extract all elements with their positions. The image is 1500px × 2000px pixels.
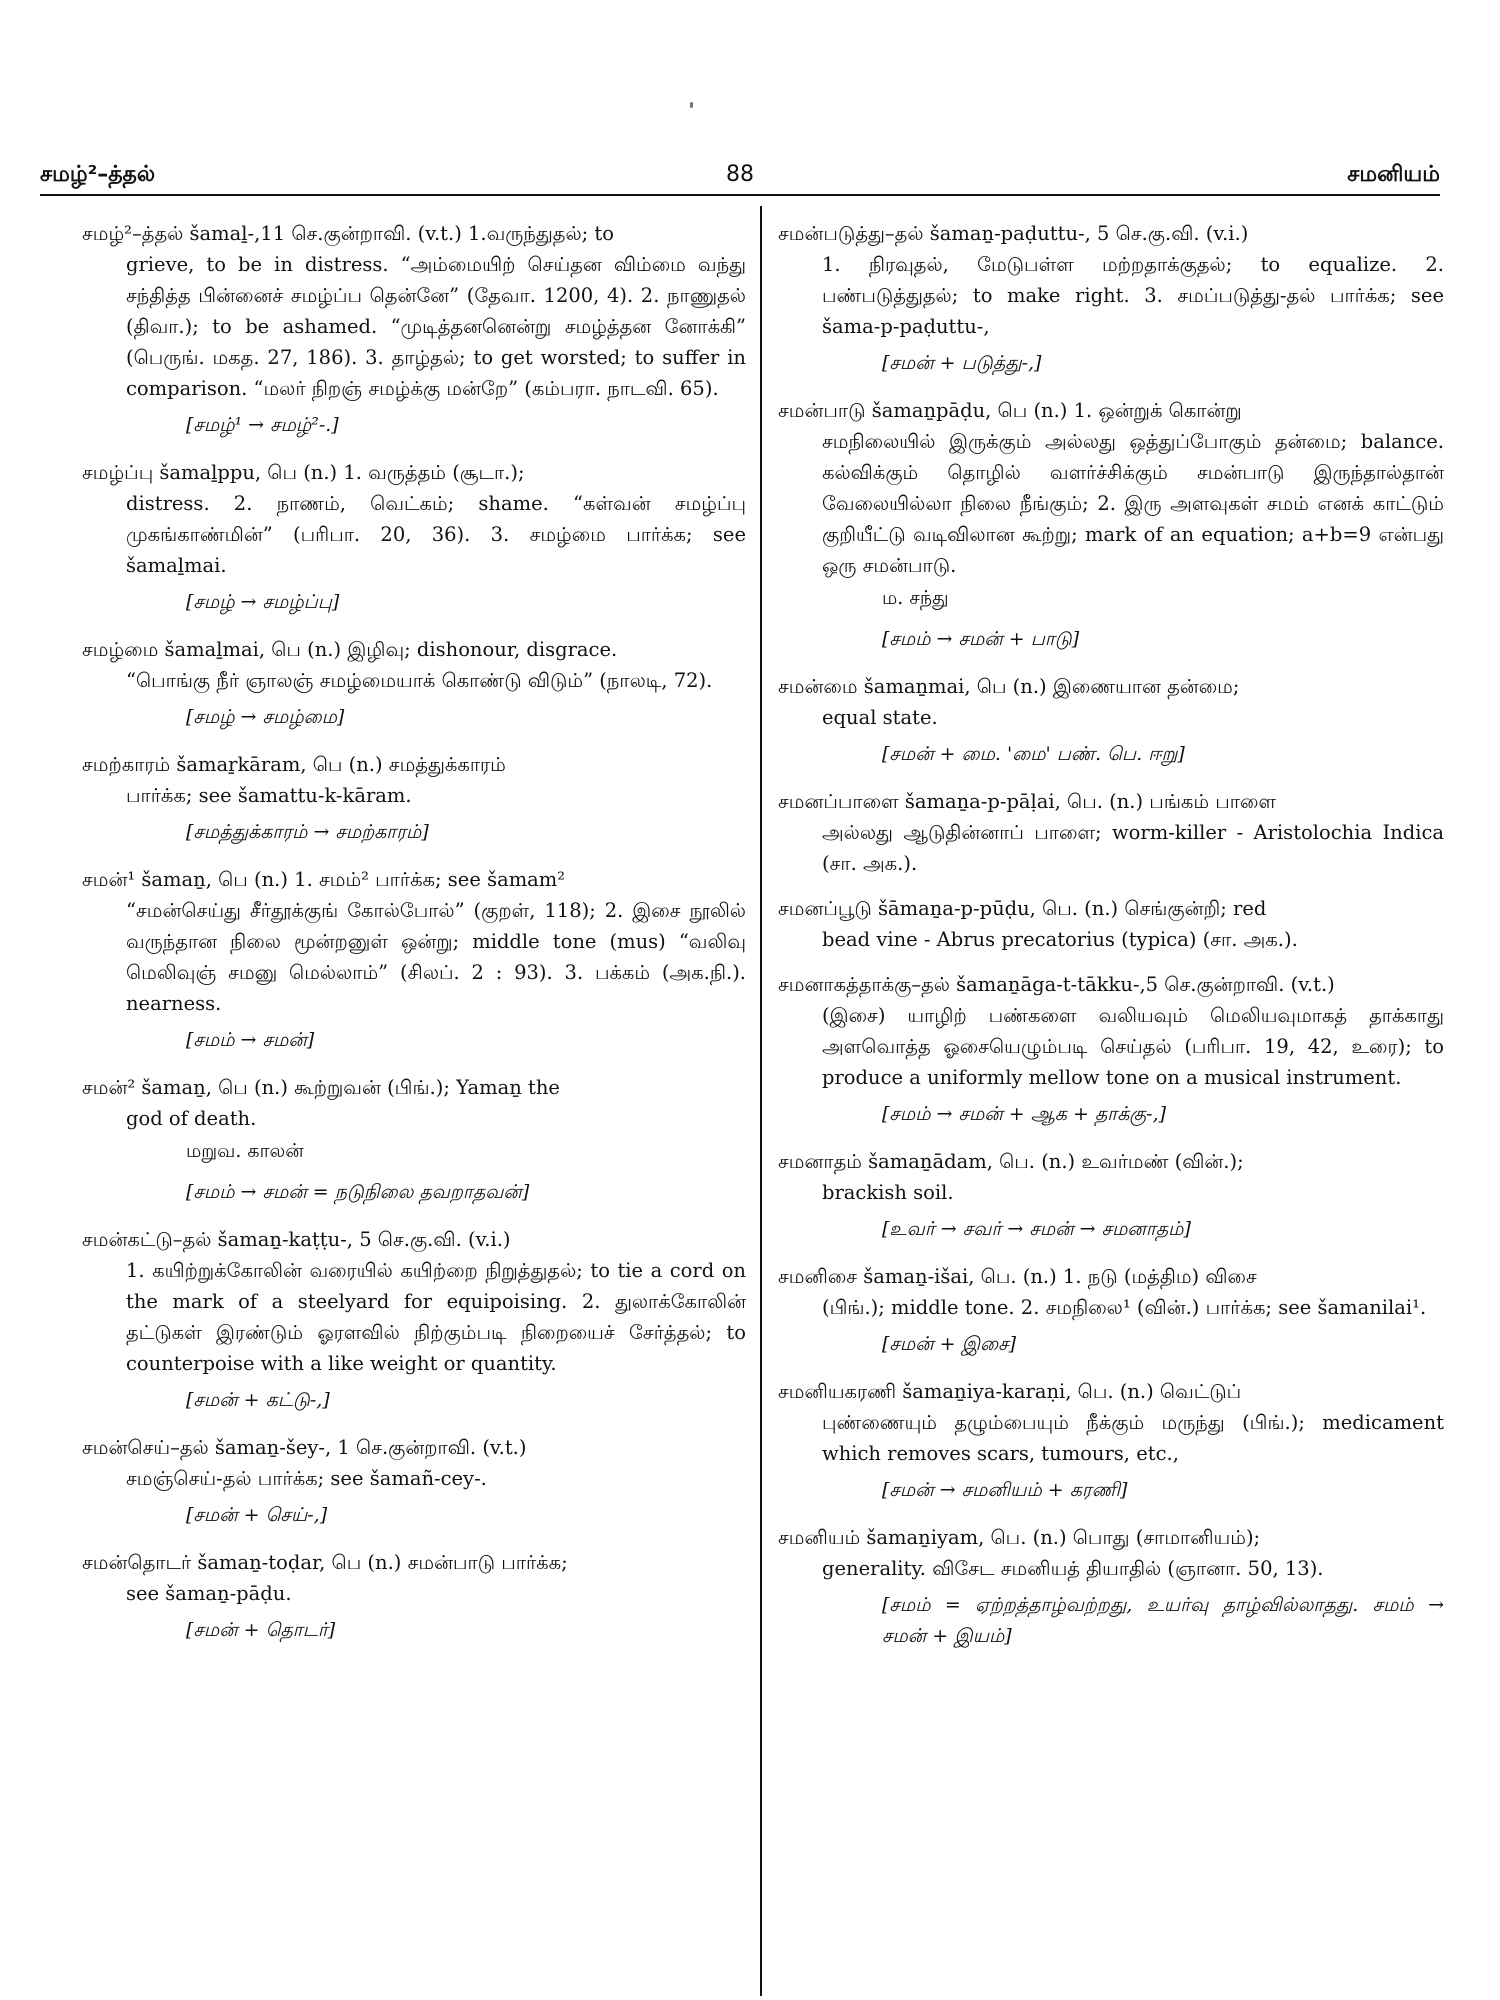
entry-definition: god of death. [126,1107,257,1130]
entry-definition: புண்ணையும் தழும்பையும் நீக்கும் மருந்து (பிங்.); medicament which removes scars, tumours, etc., [822,1411,1444,1465]
entry-headline: சமனியகரணி šamaṉiya-karaṇi, பெ. (n.) வெட்டுப் [778,1380,1242,1403]
entry-note: ம. சந்து [882,587,949,609]
entry-etymology: [சமன் + படுத்து-,] [882,352,1042,374]
entry-etymology: [சமழ் → சமழ்மை] [186,706,345,728]
entry-headline: சமனாதம் šamaṉādam, பெ. (n.) உவர்மண் (வின்.); [778,1150,1244,1173]
entry-etymology: [சமம் → சமன்] [186,1029,315,1051]
entry-definition: 1. கயிற்றுக்கோலின் வரையில் கயிற்றை நிறுத்துதல்; to tie a cord on the mark of a steelyard for equipoising. 2. துலாக்கோலின் தட்டுகள் இரண்டும் ஓரளவில் நிற்கும்படி நிறையைச் சேர்த்தல்; to counterpoise with a like weight or quantity. [126,1259,746,1375]
entry-definition: (இசை) யாழிற் பண்களை வலியவும் மெலியவுமாகத் தாக்காது அளவொத்த ஓசையெழும்படி செய்தல் (பரிபா. 19, 42, உரை); to produce a uniformly mellow tone on a musical instrument. [822,1004,1444,1089]
entry-etymology: [சமன் + கட்டு-,] [186,1389,330,1411]
page-number: 88 [726,162,754,187]
entry-definition: “சமன்செய்து சீர்தூக்குங் கோல்போல்” (குறள், 118); 2. இசை நூலில் வருந்தான நிலை மூன்றனுள் ஒன்று; middle tone (mus) “வலிவு மெலிவுஞ் சமனு மெல்லாம்” (சிலப். 2 : 93). 3. பக்கம் (அக.நி.). nearness. [126,899,746,1015]
entry-definition: சமநிலையில் இருக்கும் அல்லது ஒத்துப்போகும் தன்மை; balance. கல்விக்கும் தொழில் வளர்ச்சிக்கும் சமன்பாடு இருந்தால்தான் வேலையில்லா நிலை நீங்கும்; 2. இரு அளவுகள் சமம் எனக் காட்டும் குறியீட்டு வடிவிலான கூற்று; mark of an equation; a+b=9 என்பது ஒரு சமன்பாடு. [822,430,1444,577]
entry-headline: சமன்கட்டு–தல் šamaṉ-kaṭṭu-, 5 செ.கு.வி. (v.i.) [82,1228,511,1251]
entry-headline: சமன்பாடு šamaṉpāḍu, பெ (n.) 1. ஒன்றுக் கொன்று [778,399,1242,422]
entry-etymology: [சமன் + தொடர்] [186,1619,336,1641]
entry-etymology: [சமம் → சமன் + ஆக + தாக்கு-,] [882,1103,1167,1125]
dictionary-entry [82,864,746,1056]
dictionary-entry [778,1522,1444,1652]
entry-headline: சமன்தொடர் šamaṉ-toḍar, பெ (n.) சமன்பாடு பார்க்க; [82,1551,568,1574]
dictionary-entry [82,218,746,441]
entry-etymology: [சமன் + செய்-,] [186,1504,328,1526]
entry-headline: சமன்² šamaṉ, பெ (n.) கூற்றுவன் (பிங்.); Yamaṉ the [82,1076,560,1099]
dictionary-entry [82,749,746,848]
entry-etymology: [சமம் → சமன் + பாடு] [882,628,1080,650]
dictionary-entry [778,395,1444,655]
entry-definition: சமஞ்செய்-தல் பார்க்க; see šamañ-cey-. [126,1467,487,1490]
dictionary-entry [778,786,1444,879]
entry-headline: சமற்காரம் šamaṟkāram, பெ (n.) சமத்துக்காரம் [82,753,506,776]
entry-etymology: [சமன் + இசை] [882,1333,1017,1355]
entry-definition: distress. 2. நாணம், வெட்கம்; shame. “கள்வன் சமழ்ப்பு முகங்காண்மின்” (பரிபா. 20, 36). 3. சமழ்மை பார்க்க; see šamaḻmai. [126,492,746,577]
dictionary-entry [778,1146,1444,1245]
header-left-guideword: சமழ்²–த்தல் [40,162,156,187]
entry-definition: (பிங்.); middle tone. 2. சமநிலை¹ (வின்.) பார்க்க; see šamanilai¹. [822,1296,1427,1319]
column-divider [760,206,762,1996]
entry-etymology: [சமழ் → சமழ்ப்பு] [186,591,340,613]
entry-headline: சமனிசை šamaṉ-išai, பெ. (n.) 1. நடு (மத்திம) விசை [778,1265,1257,1288]
dictionary-entry [82,634,746,733]
dictionary-entry [778,671,1444,770]
right-column [778,218,1444,1668]
entry-headline: சமன்படுத்து–தல் šamaṉ-paḍuttu-, 5 செ.கு.வி. (v.i.) [778,222,1249,245]
dictionary-entry [778,218,1444,379]
entry-etymology: [சமழ்¹ → சமழ்²-.] [186,414,339,436]
entry-definition: 1. நிரவுதல், மேடுபள்ள மற்றதாக்குதல்; to equalize. 2. பண்படுத்துதல்; to make right. 3. சமப்படுத்து-தல் பார்க்க; see šama-p-paḍuttu-, [822,253,1444,338]
entry-etymology: [சமம் → சமன் = நடுநிலை தவறாதவன்] [186,1181,530,1203]
entry-etymology: [சமத்துக்காரம் → சமற்காரம்] [186,821,429,843]
entry-definition: bead vine - Abrus precatorius (typica) (சா. அக.). [822,928,1298,951]
entry-headline: சமன்செய்–தல் šamaṉ-šey-, 1 செ.குன்றாவி. (v.t.) [82,1436,527,1459]
entry-definition: பார்க்க; see šamattu-k-kāram. [126,784,412,807]
entry-definition: equal state. [822,706,938,729]
dictionary-entry [778,1261,1444,1360]
entry-definition: “பொங்கு நீர் ஞாலஞ் சமழ்மையாக் கொண்டு விடும்” (நாலடி, 72). [126,669,713,692]
page-header [40,160,1440,196]
entry-etymology: [சமன் + மை. 'மை' பண். பெ. ஈறு] [882,743,1185,765]
header-right-guideword: சமனியம் [1347,162,1440,187]
dictionary-entry [778,893,1444,955]
entry-definition: grieve, to be in distress. “அம்மையிற் செய்தன விம்மை வந்து சந்தித்த பின்னைச் சமழ்ப்ப தென்னே” (தேவா. 1200, 4). 2. நாணுதல் (திவா.); to be ashamed. “முடித்தனனென்று சமழ்த்தன னோக்கி” (பெருங். மகத. 27, 186). 3. தாழ்தல்; to get worsted; to suffer in comparison. “மலர் நிறஞ் சமழ்க்கு மன்றே” (கம்பரா. நாடவி. 65). [126,253,746,400]
entry-definition: see šamaṉ-pāḍu. [126,1582,292,1605]
entry-etymology: [சமன் → சமனியம் + கரணி] [882,1479,1128,1501]
entry-definition: generality. விசேட சமனியத் தியாதில் (ஞானா. 50, 13). [822,1557,1324,1580]
entry-headline: சமன்¹ šamaṉ, பெ (n.) 1. சமம்² பார்க்க; see šamam² [82,868,566,891]
entry-headline: சமனப்பாளை šamaṉa-p-pāḷai, பெ. (n.) பங்கம் பாளை [778,790,1277,813]
entry-headline: சமழ்²–த்தல் šamaḻ-,11 செ.குன்றாவி. (v.t.) 1.வருந்துதல்; to [82,222,615,245]
entry-headline: சமழ்மை šamaḻmai, பெ (n.) இழிவு; dishonour, disgrace. [82,638,618,661]
entry-headline: சமனாகத்தாக்கு–தல் šamaṉāga-t-tākku-,5 செ.குன்றாவி. (v.t.) [778,973,1335,996]
entry-definition: brackish soil. [822,1181,954,1204]
dictionary-entry [82,1432,746,1531]
entry-etymology: [சமம் = ஏற்றத்தாழ்வற்றது, உயர்வு தாழ்வில்லாதது. சமம் → சமன் + இயம்] [882,1594,1444,1647]
dictionary-entry [778,969,1444,1130]
left-column [82,218,746,1662]
dictionary-entry [82,1547,746,1646]
entry-headline: சமழ்ப்பு šamaḻppu, பெ (n.) 1. வருத்தம் (சூடா.); [82,461,525,484]
dictionary-entry [778,1376,1444,1506]
entry-headline: சமனப்பூடு šāmaṉa-p-pūḍu, பெ. (n.) செங்குன்றி; red [778,897,1267,920]
entry-headline: சமனியம் šamaṉiyam, பெ. (n.) பொது (சாமானியம்); [778,1526,1261,1549]
entry-note: மறுவ. காலன் [186,1140,304,1162]
dictionary-entry [82,457,746,618]
entry-headline: சமன்மை šamaṉmai, பெ (n.) இணையான தன்மை; [778,675,1240,698]
dictionary-entry [82,1224,746,1416]
dictionary-entry [82,1072,746,1208]
entry-definition: அல்லது ஆடுதின்னாப் பாளை; worm-killer - Aristolochia Indica (சா. அக.). [822,821,1444,875]
entry-etymology: [உவர் → சவர் → சமன் → சமனாதம்] [882,1218,1191,1240]
scan-speck [690,102,693,108]
